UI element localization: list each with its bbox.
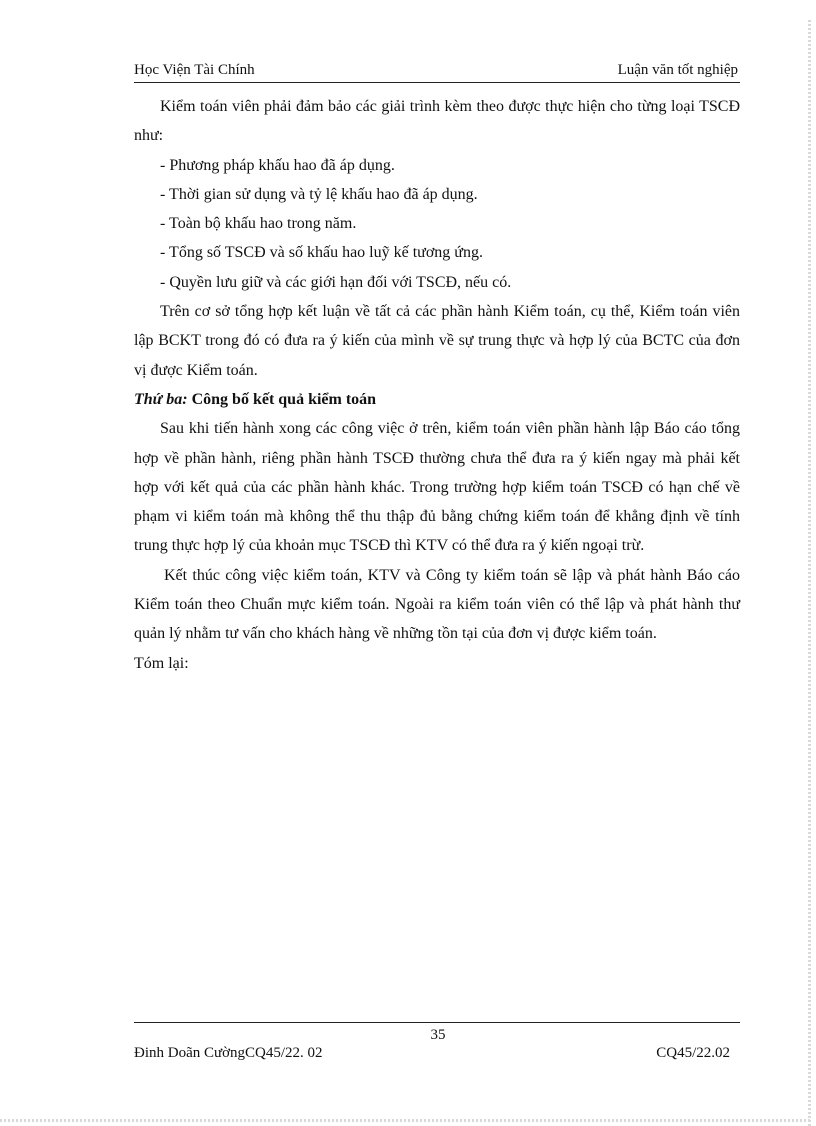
paragraph-conclusion: Trên cơ sở tổng hợp kết luận về tất cả các phần hành Kiểm toán, cụ thể, Kiểm toán viên lập BCKT trong đó có đưa ra ý kiến của mình về sự trung thực và hợp lý của BCTC của đơn vị được Kiểm toán. <box>134 303 740 379</box>
paragraph-summary: Tóm lại: <box>134 654 189 672</box>
footer-divider <box>134 1022 740 1023</box>
page-header <box>134 58 740 83</box>
paragraph-representations: Kiểm toán viên phải đảm bảo các giải trình kèm theo được thực hiện cho từng loại TSCĐ như: <box>134 98 740 145</box>
list-item: - Quyền lưu giữ và các giới hạn đối với TSCĐ, nếu có. <box>160 273 512 291</box>
page-number: 35 <box>430 1027 446 1043</box>
page-shadow-bottom <box>0 1119 810 1122</box>
page-shadow-right <box>808 20 811 1126</box>
section-heading <box>134 385 740 414</box>
header-doc-type: Luận văn tốt nghiệp <box>617 62 738 78</box>
footer-class-code: CQ45/22.02 <box>656 1045 730 1061</box>
page-body <box>134 92 740 678</box>
section-heading-title: Công bố kết quả kiểm toán <box>187 390 377 408</box>
footer-author: Đinh Doãn CườngCQ45/22. 02 <box>134 1045 323 1061</box>
list-item: - Phương pháp khấu hao đã áp dụng. <box>160 156 395 174</box>
paragraph-report: Sau khi tiến hành xong các công việc ở trên, kiểm toán viên phần hành lập Báo cáo tổng hợp về phần hành, riêng phần hành TSCĐ thường chưa thể đưa ra ý kiến ngay mà phải kết hợp với kết quả của các phần hành khác. Trong trường hợp kiểm toán TSCĐ có hạn chế về phạm vi kiểm toán mà không thể thu thập đủ bằng chứng kiểm toán để khẳng định về tính trung thực hợp lý của khoản mục TSCĐ thì KTV có thể đưa ra ý kiến ngoại trừ. <box>134 420 740 555</box>
paragraph-completion: Kết thúc công việc kiểm toán, KTV và Công ty kiểm toán sẽ lập và phát hành Báo cáo Kiểm toán theo Chuẩn mực kiểm toán. Ngoài ra kiểm toán viên có thể lập và phát hành thư quản lý nhằm tư vấn cho khách hàng về những tồn tại của đơn vị được kiểm toán. <box>134 566 740 643</box>
list-item: - Toàn bộ khấu hao trong năm. <box>160 215 357 233</box>
header-institution: Học Viện Tài Chính <box>134 62 255 78</box>
section-heading-label: Thứ ba: <box>134 390 188 408</box>
list-item: - Thời gian sử dụng và tỷ lệ khấu hao đã áp dụng. <box>160 185 478 203</box>
list-item: - Tổng số TSCĐ và số khấu hao luỹ kế tương ứng. <box>160 244 483 262</box>
